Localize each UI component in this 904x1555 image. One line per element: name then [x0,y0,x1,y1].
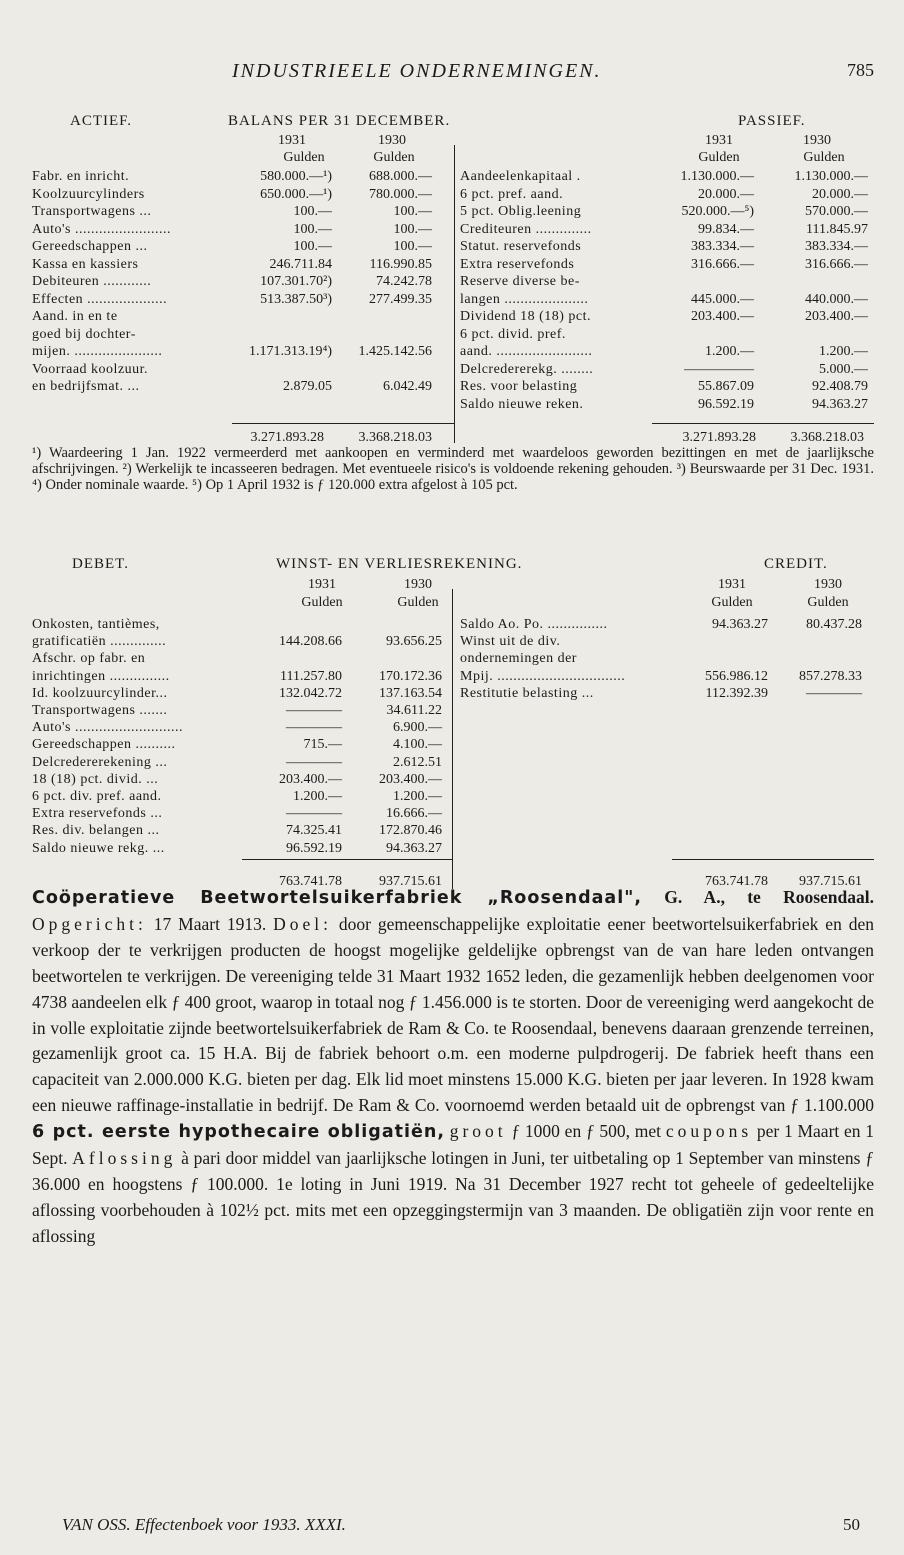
balance-rule-left [232,423,454,424]
balance-right-value-1930: 440.000.— [805,291,868,307]
pl-right-label: Mpij. ................................ [460,668,626,684]
pl-right-value-1931: 556.986.12 [705,668,768,684]
balance-right-value-1930: 111.845.97 [806,221,868,237]
pl-left-value-1931: 74.325.41 [286,823,342,839]
balance-right-row [32,187,874,204]
total-right-1931: 3.271.893.28 [682,430,756,445]
balance-left-label: Koolzuurcylinders [32,186,145,202]
pl-rule-left [242,859,452,860]
year-1930-left: 1930 [378,133,406,148]
balance-right-row [32,379,874,396]
pl-year-1931-left: 1931 [308,577,336,592]
total-left-1930: 3.368.218.03 [358,430,432,445]
pl-left-value-1931: 203.400.— [279,771,342,787]
balance-left-label: Debiteuren ............ [32,274,152,289]
pl-right-value-1930: 80.437.28 [806,617,862,632]
balance-right-label: 6 pct. pref. aand. [460,186,564,202]
pl-left-row [32,703,874,720]
balance-left-value-1931: 246.711.84 [269,256,332,272]
pl-right-label: Restitutie belasting ... [460,685,594,701]
pl-year-1930-left: 1930 [404,577,432,592]
pl-left-value-1931: 715.— [303,737,342,753]
balance-left-label: Aand. in en te [32,309,118,324]
pl-left-value-1930: 2.612.51 [393,754,442,770]
aflossing-label: Aflossing [72,1148,177,1169]
balance-left-value-1930: 100.— [393,204,432,219]
pl-left-value-1930: 34.611.22 [386,703,442,718]
credit-label: CREDIT. [764,556,828,572]
description-text-3: per 1 Maart en 1 Sept. [32,1121,875,1169]
pl-right-label: ondernemingen der [460,651,577,667]
pl-left-value-1930: 1.200.— [393,789,442,804]
year-1931-right: 1931 [705,133,733,148]
balance-right-label: Res. voor belasting [460,379,578,394]
balance-right-value-1931: 96.592.19 [698,396,754,412]
balance-rule-right [652,423,874,424]
pl-left-value-1931: 111.257.80 [280,668,342,684]
pl-left-value-1931: ———— [286,806,342,822]
balance-right-value-1931: 520.000.—⁵) [681,204,754,219]
balance-table [32,133,874,443]
balance-left-value-1930: 780.000.— [369,186,432,202]
balance-left-label: en bedrijfsmat. ... [32,379,140,394]
pl-left-label: Id. koolzuurcylinder... [32,685,168,701]
balance-right-label: Saldo nieuwe reken. [460,396,584,412]
pl-left-label: Delcredererekening ... [32,754,168,770]
balance-right-value-1931: 55.867.09 [698,379,754,394]
balance-left-value-1931: 100.— [293,204,332,219]
pl-total-right-1930: 937.715.61 [799,874,862,889]
pl-left-row [32,720,874,737]
pl-left-value-1930: 137.163.54 [379,685,442,701]
balance-right-value-1931: 1.130.000.— [680,169,754,184]
balance-right-label: Crediteuren .............. [460,221,592,237]
pl-left-row [32,806,874,823]
total-left-1931: 3.271.893.28 [250,430,324,445]
pl-left-row [32,772,874,789]
pl-heading [32,556,874,578]
balance-right-value-1930: 316.666.— [805,256,868,272]
pl-left-value-1931: ———— [286,703,342,718]
balance-left-label: Auto's ........................ [32,221,171,237]
pl-left-value-1931: 1.200.— [293,789,342,804]
page-footer [32,1515,874,1543]
page [32,0,874,1555]
balance-right-value-1931: 203.400.— [691,309,754,324]
balance-left-label: Fabr. en inricht. [32,169,130,184]
balance-left-value-1931: 513.387.50³) [260,291,332,307]
balance-right-value-1930: 94.363.27 [812,396,868,412]
balance-right-row [32,344,874,361]
description-text-1: door gemeenschappelijke exploitatie eener beetwortelsuikerfabriek en den verkoop der te verkrijgen producten de hoogst mogelijke geldelijke opbrengst van de van hare leden ontvangen beetwortelen te verkrijgen. De vereeniging telde 31 Maart 1932 1652 leden, die gezamenlijk hebben deelgenomen voor 4738 aandeelen elk ƒ 400 groot, waarop in totaal nog ƒ 1.456.000 is te storten. Door de vereeniging werd aangekocht de in volle exploitatie zijnde beetwortelsuikerfabriek de Ram & Co. te Roosendaal, benevens daaraan grenzende terreinen, gezamenlijk groot ca. 15 H.A. Bij de fabriek behoort o.m. een moderne pulpdrogerij. De fabriek heeft thans een capaciteit van 2.000.000 K.G. bieten per dag. Elk lid moet minstens 15.000 K.G. bieten per jaar leveren. In 1928 kwam een nieuwe raffinage-installatie in bedrijf. De Ram & Co. voornoemd werden betaald uit de opbrengst van ƒ 1.100.000 [32,913,874,1116]
balance-left-value-1931: 100.— [293,221,332,237]
balance-right-row [32,397,874,414]
pl-left-label: Onkosten, tantièmes, [32,617,160,632]
balance-right-row [32,169,874,186]
balance-right-label: langen ..................... [460,291,589,307]
bond-title: 6 pct. eerste hypothecaire obligatiën, [32,1122,445,1143]
pl-left-value-1931: 96.592.19 [286,840,342,856]
balance-right-label: Delcredererekg. ........ [460,361,594,377]
pl-left-row [32,823,874,840]
balance-left-label: mijen. ...................... [32,344,163,359]
pl-left-row [32,841,874,858]
balance-right-label: 6 pct. divid. pref. [460,326,566,342]
pl-right-row [32,669,874,686]
balance-left-value-1930: 116.990.85 [369,256,432,272]
pl-left-value-1931: ———— [286,720,342,736]
balance-right-value-1930: 383.334.— [805,239,868,254]
pl-left-value-1931: 132.042.72 [279,685,342,701]
balance-right-row [32,222,874,239]
balance-right-label: 5 pct. Oblig.leening [460,204,582,219]
coupons-label: coupons [665,1121,753,1142]
pl-left-label: inrichtingen ............... [32,668,170,684]
balance-left-value-1930: 74.242.78 [376,274,432,289]
pl-left-label: gratificatiën .............. [32,634,167,650]
balance-right-label: Aandeelenkapitaal . [460,169,581,184]
balance-right-label: Dividend 18 (18) pct. [460,309,592,324]
doel-label: Doel: [273,913,333,934]
balance-heading [32,113,874,135]
balance-left-label: goed bij dochter- [32,326,136,342]
running-head [32,60,874,88]
pl-left-value-1930: 170.172.36 [379,668,442,684]
actief-label: ACTIEF. [70,113,133,129]
groot-label: groot [449,1121,507,1142]
description-text-2: ƒ 1000 en ƒ 500, met [511,1121,662,1142]
opgericht-date: 17 Maart 1913. [153,913,267,934]
year-1930-right: 1930 [803,133,831,148]
pl-right-value-1930: 857.278.33 [799,668,862,684]
balance-left-value-1931: 107.301.70²) [260,274,332,289]
balance-footnotes: ¹) Waardeering 1 Jan. 1922 vermeerderd met aankoopen en verminderd met waardeloos geworden bezittingen en met de jaarlijksche afschrijvingen. ²) Werkelijk te incasseeren bedragen. Met eventueele risico's is voldoende rekening gehouden. ³) Beurswaarde per 31 Dec. 1931. ⁴) Onder nominale waarde. ⁵) Op 1 April 1932 is ƒ 120.000 extra afgelost à 105 pct. [32,445,874,493]
pl-left-value-1931: ———— [286,754,342,770]
pl-rule-right [672,859,874,860]
year-1931-left: 1931 [278,133,306,148]
pl-total-right-1931: 763.741.78 [705,874,768,889]
balance-left-value-1930: 100.— [393,221,432,237]
balance-right-row [32,257,874,274]
pl-right-row [32,617,874,634]
balance-right-value-1930: 92.408.79 [812,379,868,394]
balance-right-value-1930: 5.000.— [819,361,868,377]
total-right-1930: 3.368.218.03 [790,430,864,445]
company-description [32,885,874,1250]
balance-right-value-1931: 20.000.— [698,186,754,202]
pl-left-value-1930: 16.666.— [386,806,442,822]
balance-right-row [32,327,874,344]
balance-right-label: Statut. reservefonds [460,239,582,254]
pl-right-label: Winst uit de div. [460,634,561,650]
pl-year-1931-right: 1931 [718,577,746,592]
balance-right-value-1930: 1.200.— [819,344,868,359]
pl-left-label: 18 (18) pct. divid. ... [32,771,159,787]
balance-right-value-1931: 316.666.— [691,256,754,272]
balance-left-value-1930: 1.425.142.56 [358,344,432,359]
pl-left-value-1930: 93.656.25 [386,634,442,650]
balance-right-row [32,362,874,379]
balance-right-label: aand. ........................ [460,344,593,359]
balance-left-value-1931: 100.— [293,239,332,254]
balance-right-row [32,309,874,326]
pl-left-value-1930: 4.100.— [393,737,442,753]
balance-right-value-1931: 99.834.— [698,221,754,237]
pl-left-value-1930: 203.400.— [379,771,442,787]
balance-right-label: Reserve diverse be- [460,274,580,289]
pl-left-label: Saldo nieuwe rekg. ... [32,840,165,856]
balance-left-value-1930: 688.000.— [369,169,432,184]
pl-left-row [32,755,874,772]
balance-left-value-1931: 2.879.05 [283,379,332,394]
balance-right-value-1930: 570.000.— [805,204,868,219]
pl-title: WINST- EN VERLIESREKENING. [276,556,523,572]
balance-right-value-1930: 20.000.— [812,186,868,202]
pl-left-label: Transportwagens ....... [32,703,168,718]
balance-right-label: Extra reservefonds [460,256,575,272]
pl-left-label: 6 pct. div. pref. aand. [32,789,162,804]
balance-left-label: Effecten .................... [32,291,168,307]
balance-left-label: Transportwagens ... [32,204,152,219]
pl-unit-left-2: Gulden [397,595,439,610]
balance-left-value-1931: 580.000.—¹) [260,169,332,184]
pl-right-row [32,686,874,703]
balance-right-row [32,274,874,291]
unit-right-2: Gulden [803,150,845,165]
pl-unit-right-1: Gulden [711,595,753,610]
running-title: INDUSTRIEELE ONDERNEMINGEN. [232,60,602,82]
pl-right-row [32,634,874,651]
balance-right-value-1930: 1.130.000.— [794,169,868,184]
debet-label: DEBET. [72,556,129,572]
balance-left-label: Gereedschappen ... [32,239,148,254]
unit-left-2: Gulden [373,150,415,165]
pl-left-value-1930: 6.900.— [393,720,442,736]
balance-right-value-1930: 203.400.— [805,309,868,324]
pl-left-label: Res. div. belangen ... [32,823,160,839]
pl-total-left-1931: 763.741.78 [279,874,342,889]
pl-left-value-1931: 144.208.66 [279,634,342,650]
balance-right-value-1931: 1.200.— [705,344,754,359]
balance-right-row [32,292,874,309]
balance-left-value-1931: 650.000.—¹) [260,186,332,202]
passief-label: PASSIEF. [738,113,806,129]
footer-number: 50 [843,1515,860,1534]
pl-year-1930-right: 1930 [814,577,842,592]
unit-right-1: Gulden [698,150,740,165]
pl-total-left-1930: 937.715.61 [379,874,442,889]
pl-left-value-1930: 172.870.46 [379,823,442,839]
balance-left-value-1930: 100.— [393,239,432,254]
balance-left-value-1930: 277.499.35 [369,291,432,307]
balance-left-label: Voorraad koolzuur. [32,361,149,377]
pl-right-value-1931: 112.392.39 [705,685,768,701]
pl-right-value-1931: 94.363.27 [712,617,768,632]
company-intro: G. A., te Roosendaal. [664,887,874,907]
opgericht-label: Opgericht: [32,913,147,934]
pl-right-value-1930: ———— [806,685,862,701]
pl-left-label: Afschr. op fabr. en [32,651,146,667]
balance-right-value-1931: ————— [684,361,754,377]
page-number: 785 [847,60,874,80]
pl-left-value-1930: 94.363.27 [386,840,442,856]
pl-unit-left-1: Gulden [301,595,343,610]
unit-left-1: Gulden [283,150,325,165]
pl-left-row [32,789,874,806]
pl-left-row [32,737,874,754]
footer-source: VAN OSS. Effectenboek voor 1933. XXXI. [62,1515,346,1534]
balance-left-value-1931: 1.171.313.19⁴) [248,344,332,359]
balance-left-label: Kassa en kassiers [32,256,139,272]
balance-right-value-1931: 445.000.— [691,291,754,307]
balance-right-row [32,204,874,221]
balance-right-row [32,239,874,256]
description-text-4: à pari door middel van jaarlijksche lotingen in Juni, ter uitbetaling op 1 September van minstens ƒ 36.000 en hoogstens ƒ 100.000. 1e loting in Juni 1919. Na 31 December 1927 recht tot geheele of gedeeltelijke aflossing voorbehouden à 102½ pct. mits met een opzeggingstermijn van 3 maanden. De obligatiën zijn voor rente en aflossing [32,1148,874,1246]
pl-table [32,577,874,887]
pl-unit-right-2: Gulden [807,595,849,610]
pl-right-label: Saldo Ao. Po. ............... [460,617,608,632]
company-name: Coöperatieve Beetwortelsuikerfabriek „Roosendaal", [32,888,642,908]
balance-title: BALANS PER 31 DECEMBER. [228,113,451,129]
balance-right-value-1931: 383.334.— [691,239,754,254]
pl-left-label: Auto's ........................... [32,720,183,736]
pl-left-label: Extra reservefonds ... [32,806,163,822]
balance-left-value-1930: 6.042.49 [383,379,432,394]
pl-right-row [32,651,874,668]
pl-left-label: Gereedschappen .......... [32,737,176,753]
